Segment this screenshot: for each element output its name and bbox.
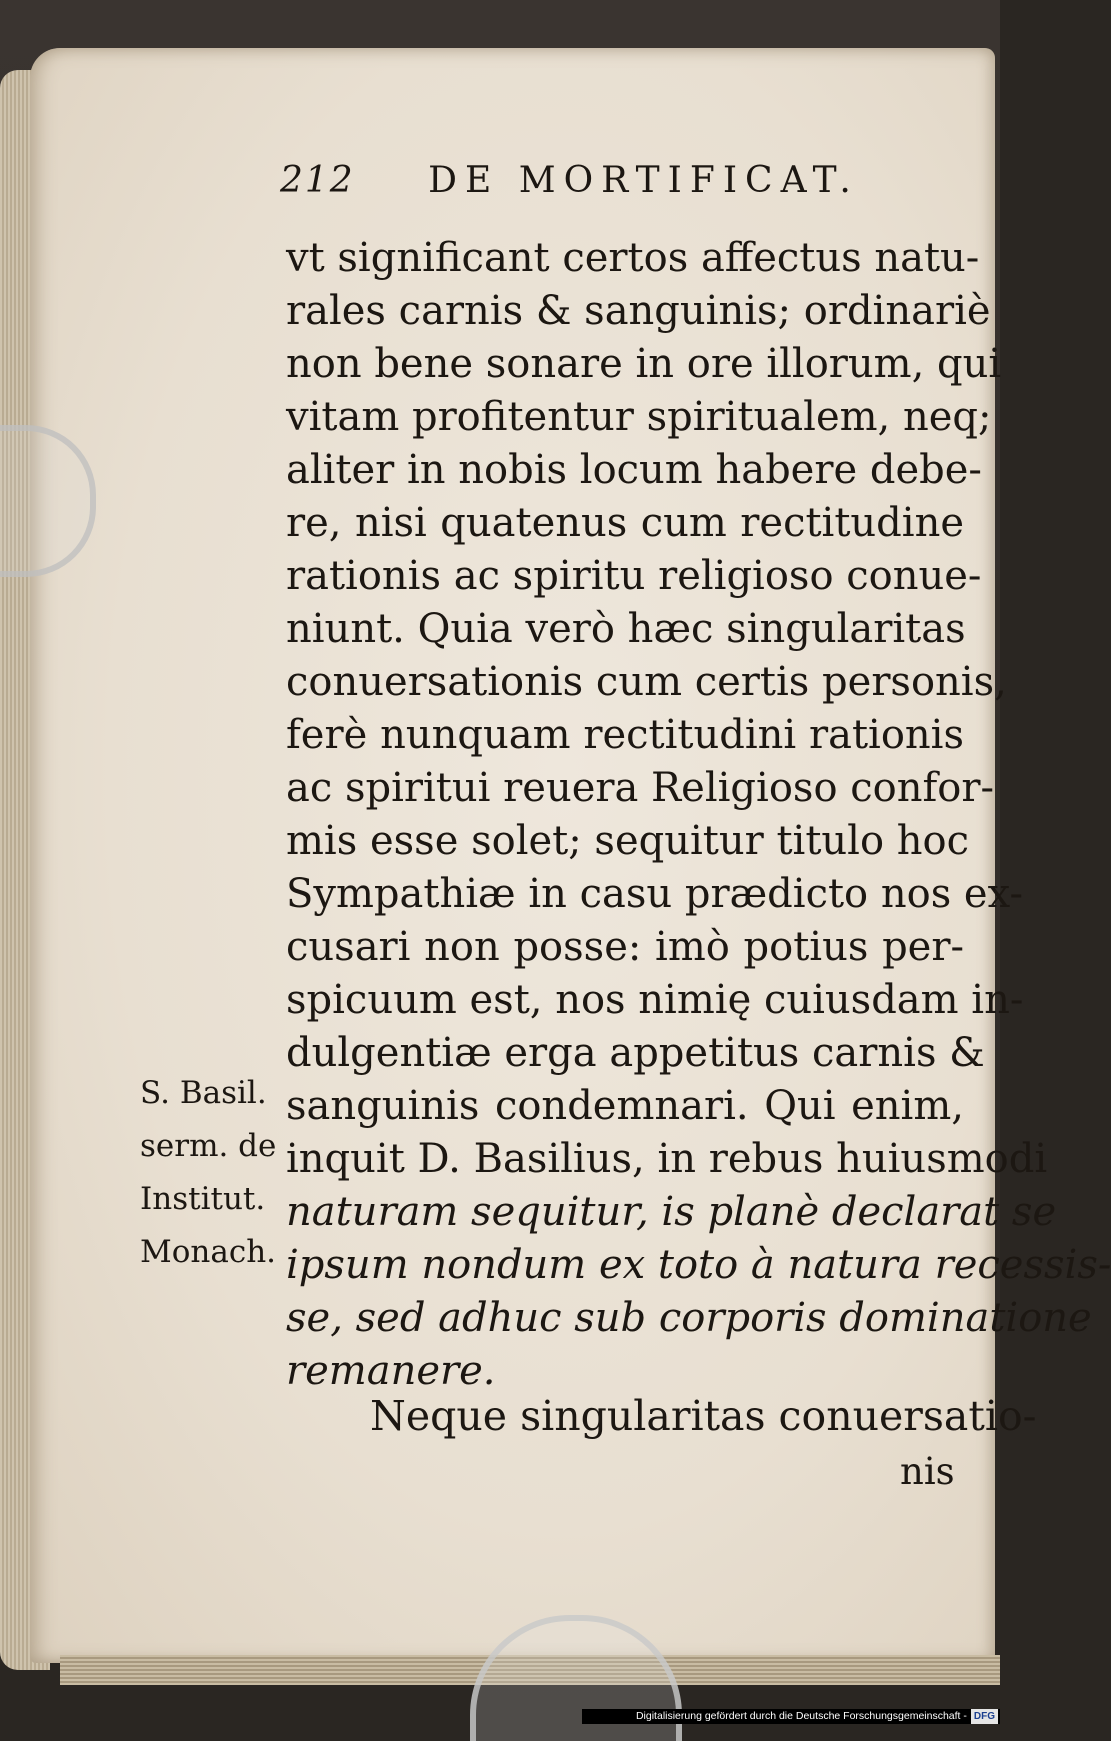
page-number: 212 <box>280 160 355 201</box>
text-line: niunt. Quia verò hæc singularitas <box>286 606 966 652</box>
text-line: rationis ac spiritu religioso conue- <box>286 553 982 599</box>
text-line: vt significant certos affectus natu- <box>286 235 980 281</box>
digitization-footer <box>582 1709 1000 1724</box>
text-line: mis esse solet; sequitur titulo hoc <box>286 818 969 864</box>
text-line: dulgentiæ erga appetitus carnis & <box>286 1030 985 1076</box>
text-line: non bene sonare in ore illorum, qui <box>286 341 1002 387</box>
text-line: Sympathiæ in casu prædicto nos ex- <box>286 871 1023 917</box>
text-line: inquit D. Basilius, in rebus huiusmodi <box>286 1136 1048 1182</box>
running-title: DE MORTIFICAT. <box>428 160 859 201</box>
margin-note <box>140 1067 290 1279</box>
margin-note-line: Monach. <box>140 1234 277 1270</box>
text-line-italic: se, sed adhuc sub corporis dominatione <box>286 1295 1092 1341</box>
margin-note-line: S. Basil. <box>140 1075 267 1111</box>
catchline: Neque singularitas conuersatio- <box>370 1392 1037 1440</box>
text-line: re, nisi quatenus cum rectitudine <box>286 500 964 546</box>
text-line-italic: remanere. <box>286 1348 496 1394</box>
body-text <box>286 232 1111 1398</box>
text-line-italic: ipsum nondum ex toto à natura recessis- <box>286 1242 1111 1288</box>
text-line: rales carnis & sanguinis; ordinariè <box>286 288 991 334</box>
text-line: vitam profitentur spiritualem, neq; <box>286 394 992 440</box>
catchword: nis <box>900 1450 955 1493</box>
running-header <box>280 160 880 201</box>
text-line: ac spiritui reuera Religioso confor- <box>286 765 995 811</box>
footer-text: Digitalisierung gefördert durch die Deutsche Forschungsgemeinschaft - <box>635 1710 967 1722</box>
text-line: ferè nunquam rectitudini rationis <box>286 712 964 758</box>
margin-note-line: Institut. <box>140 1181 266 1217</box>
text-line: cusari non posse: imò potius per- <box>286 924 964 970</box>
text-line: sanguinis condemnari. Qui enim, <box>286 1083 964 1129</box>
dfg-logo: DFG <box>971 1709 998 1724</box>
text-line: aliter in nobis locum habere debe- <box>286 447 982 493</box>
text-line: spicuum est, nos nimię cuiusdam in- <box>286 977 1024 1023</box>
text-line-italic: naturam sequitur, is planè declarat se <box>286 1189 1057 1235</box>
text-line: conuersationis cum certis personis, <box>286 659 1007 705</box>
margin-note-line: serm. de <box>140 1128 277 1164</box>
